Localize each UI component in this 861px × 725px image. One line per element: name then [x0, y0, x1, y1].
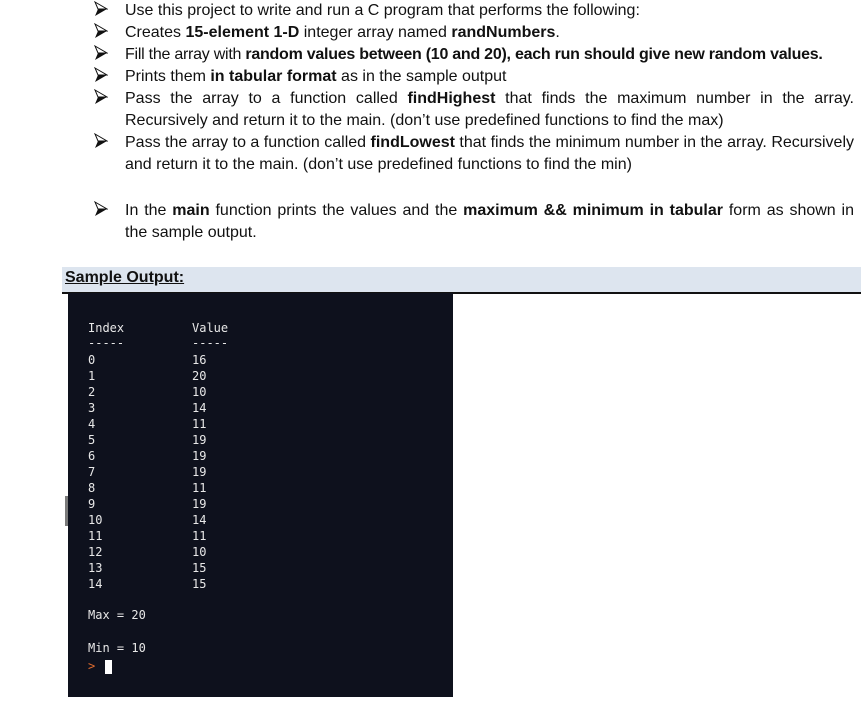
row-value: 11: [192, 529, 207, 543]
bullet-item: [94, 44, 854, 66]
arrow-bullet-icon: [94, 89, 108, 107]
text-run: integer array named: [299, 24, 452, 41]
bullet-text: [125, 134, 854, 173]
text-run: form as shown in the sample output.: [125, 202, 854, 241]
bullet-text: [125, 2, 640, 19]
row-index: 1: [88, 369, 96, 383]
bullet-text: [125, 68, 506, 85]
row-value: 14: [192, 513, 207, 527]
text-run: function prints the values and the: [209, 202, 464, 219]
bullet-item: [94, 66, 854, 88]
row-index: 4: [88, 417, 96, 431]
text-cursor[interactable]: [105, 660, 112, 674]
row-value: 19: [192, 497, 207, 511]
index-column-header: Index: [88, 321, 125, 335]
text-run: that finds the maximum number in the array. Recursively and return it to the main. (don’t use predefined functions to find the max): [125, 90, 855, 129]
sample-output-heading-band: [62, 267, 861, 294]
text-run: Use this project to write and run a C program that performs the following:: [125, 2, 640, 19]
arrow-bullet-icon: [94, 133, 108, 151]
row-index: 3: [88, 401, 96, 415]
arrow-bullet-icon: [94, 45, 108, 63]
bullet-text: [125, 24, 560, 41]
row-index: 11: [88, 529, 103, 543]
requirements-list: [94, 0, 854, 244]
row-index: 14: [88, 577, 103, 591]
bold-text: randNumbers: [451, 24, 556, 41]
row-value: 19: [192, 433, 207, 447]
value-header-underline: -----: [192, 336, 229, 350]
bullet-item: [94, 0, 854, 22]
row-value: 10: [192, 545, 207, 559]
bullet-item: [94, 200, 854, 244]
index-header-underline: -----: [88, 336, 125, 350]
row-index: 13: [88, 561, 103, 575]
text-run: Pass the array to a function called: [125, 90, 408, 107]
row-index: 2: [88, 385, 96, 399]
bold-text: random values between (10 and 20), each run should give new random values.: [245, 46, 823, 63]
value-column-header: Value: [192, 321, 229, 335]
bullet-text: [125, 46, 823, 63]
text-run: .: [555, 24, 560, 41]
row-value: 19: [192, 465, 207, 479]
arrow-bullet-icon: [94, 1, 108, 19]
text-run: Pass the array to a function called: [125, 134, 371, 151]
text-run: that finds the minimum number in the array. Recursively and return it to the main. (don’t use predefined functions to find the min): [125, 134, 855, 173]
bullet-item: [94, 88, 854, 132]
row-value: 11: [192, 481, 207, 495]
bold-text: main: [172, 202, 210, 219]
bullet-text: [125, 202, 854, 241]
row-index: 0: [88, 353, 96, 367]
text-run: In the: [125, 202, 173, 219]
bold-text: 15-element 1-D: [185, 24, 300, 41]
row-index: 6: [88, 449, 96, 463]
min-result-line: Min = 10: [88, 641, 146, 655]
row-index: 9: [88, 497, 96, 511]
row-value: 19: [192, 449, 207, 463]
bold-text: in tabular format: [210, 68, 337, 85]
max-result-line: Max = 20: [88, 608, 146, 622]
sample-output-heading: Sample Output:: [65, 269, 185, 286]
row-index: 10: [88, 513, 103, 527]
prompt-symbol: >: [88, 659, 96, 673]
text-run: Prints them: [125, 68, 211, 85]
row-value: 20: [192, 369, 207, 383]
row-value: 16: [192, 353, 207, 367]
bold-text: findLowest: [370, 134, 455, 151]
bullet-item: [94, 22, 854, 44]
bullet-item: [94, 132, 854, 176]
row-value: 11: [192, 417, 207, 431]
row-index: 5: [88, 433, 96, 447]
row-index: 7: [88, 465, 96, 479]
arrow-bullet-icon: [94, 201, 108, 219]
row-index: 12: [88, 545, 103, 559]
bold-text: findHighest: [407, 90, 496, 107]
arrow-bullet-icon: [94, 67, 108, 85]
row-value: 14: [192, 401, 207, 415]
row-value: 15: [192, 561, 207, 575]
row-value: 10: [192, 385, 207, 399]
text-run: as in the sample output: [336, 68, 507, 85]
bullet-text: [125, 90, 854, 129]
row-index: 8: [88, 481, 96, 495]
text-run: Fill the array with: [125, 46, 246, 63]
row-value: 15: [192, 577, 207, 591]
bold-text: maximum && minimum in tabular: [463, 202, 724, 219]
text-run: Creates: [125, 24, 186, 41]
console-output: [68, 293, 453, 697]
arrow-bullet-icon: [94, 23, 108, 41]
